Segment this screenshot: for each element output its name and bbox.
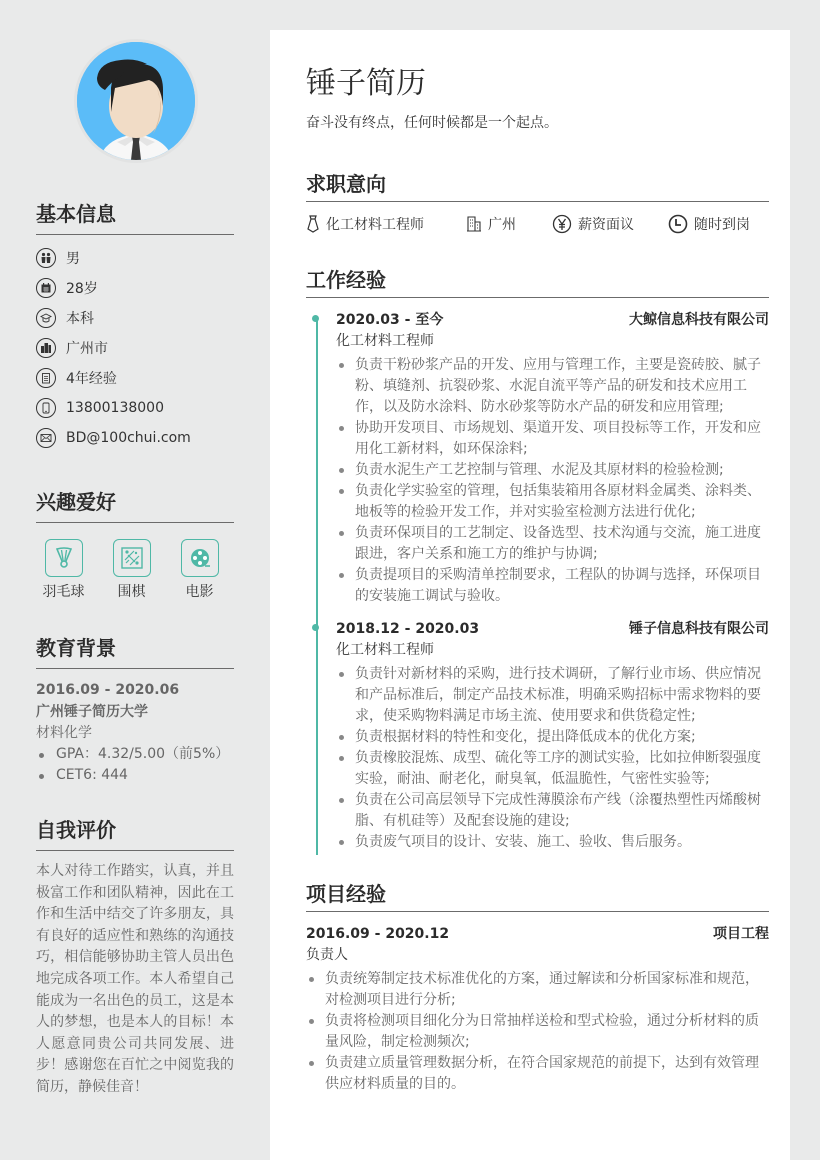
intent-salary-label: 薪资面议 — [578, 217, 634, 233]
intent-city-label: 广州 — [488, 217, 516, 233]
avatar-person-icon — [77, 42, 195, 160]
intent-position — [306, 214, 466, 234]
project-duty: 负责将检测项目细化分为日常抽样送检和型式检验，通过分析材料的质量风险，制定检测频次; — [306, 1011, 769, 1053]
job-duty: 负责环保项目的工艺制定、设备选型、技术沟通与交流，施工进度跟进，客户关系和施工方的维护与协调; — [336, 523, 769, 565]
job-duties — [336, 664, 769, 853]
graduation-cap-icon — [36, 308, 56, 328]
project-duty: 负责建立质量管理数据分析，在符合国家规范的前提下，达到有效管理供应材料质量的目的。 — [306, 1053, 769, 1095]
timeline-dot — [312, 315, 319, 322]
job-company: 大鲸信息科技有限公司 — [629, 312, 769, 328]
job-intent-title: 求职意向 — [306, 170, 769, 202]
self-evaluation-section — [36, 816, 234, 1099]
project-name: 项目工程 — [713, 926, 769, 942]
info-email — [36, 423, 234, 453]
motto: 奋斗没有终点，任何时候都是一个起点。 — [306, 115, 558, 131]
project-experience-section — [306, 880, 769, 1095]
job-entry — [336, 310, 769, 607]
badminton-icon — [45, 539, 83, 577]
project-experience-title: 项目经验 — [306, 880, 769, 912]
sidebar — [0, 0, 270, 1160]
film-reel-icon — [181, 539, 219, 577]
work-timeline — [306, 310, 769, 853]
work-experience-title: 工作经验 — [306, 266, 769, 298]
hobby-label: 羽毛球 — [42, 584, 85, 600]
info-experience — [36, 363, 234, 393]
education-title: 教育背景 — [36, 634, 234, 669]
info-degree-value: 本科 — [66, 311, 94, 327]
project-role: 负责人 — [306, 947, 348, 963]
info-age-value: 28岁 — [66, 281, 98, 297]
info-phone-value: 13800138000 — [66, 400, 164, 416]
intent-position-label: 化工材料工程师 — [326, 217, 424, 233]
intent-salary — [552, 214, 668, 234]
hobby-movie — [165, 539, 234, 601]
education-major: 材料化学 — [36, 725, 92, 741]
self-evaluation-title: 自我评价 — [36, 816, 234, 851]
hobbies-list — [36, 539, 234, 601]
tie-icon — [306, 215, 320, 233]
info-degree — [36, 303, 234, 333]
phone-icon — [36, 398, 56, 418]
education-date: 2016.09 - 2020.06 — [36, 682, 180, 698]
yen-icon — [552, 214, 572, 234]
job-duty: 负责干粉砂浆产品的开发、应用与管理工作，主要是瓷砖胶、腻子粉、填缝剂、抗裂砂浆、水泥自流平等产品的研发和技术应用工作，以及防水涂料、防水砂浆等防水产品的研发和应用管理; — [336, 355, 769, 418]
info-gender-value: 男 — [66, 251, 80, 267]
project-entry — [306, 924, 769, 1095]
job-duty: 负责水泥生产工艺控制与管理、水泥及其原材料的检验检测; — [336, 460, 769, 481]
timeline-dot — [312, 624, 319, 631]
self-evaluation-text: 本人对待工作踏实，认真，并且极富工作和团队精神，因此在工作和生活中结交了许多朋友，具有良好的适应性和熟练的沟通技巧，相信能够协助主管人员出色地完成各项工作。本人希望自己能成为一名出色的员工，这是本人的梦想，也是本人的目标！本人愿意同贵公司共同发展、进步！感谢您在百忙之中阅览我的简历，静候佳音！ — [36, 863, 234, 1095]
avatar — [74, 39, 198, 163]
job-date: 2018.12 - 2020.03 — [336, 621, 480, 637]
city-building-icon — [36, 338, 56, 358]
hobby-label: 电影 — [185, 584, 214, 600]
building-icon — [466, 216, 482, 232]
info-age — [36, 273, 234, 303]
intent-availability-label: 随时到岗 — [694, 217, 750, 233]
job-duty: 负责针对新材料的采购，进行技术调研，了解行业市场、供应情况和产品标准后，制定产品技术标准，明确采购招标中需求物料的要求，使采购物料满足市场主流、使用要求和供货稳定性; — [336, 664, 769, 727]
info-experience-value: 4年经验 — [66, 371, 117, 387]
intent-city — [466, 214, 552, 234]
job-duty: 负责化学实验室的管理，包括集装箱用各原材料金属类、涂料类、地板等的检验开发工作，并对实验室检测方法进行优化; — [336, 481, 769, 523]
clipboard-icon — [36, 368, 56, 388]
page-title: 锤子简历 — [306, 66, 426, 101]
job-duty: 负责废气项目的设计、安装、施工、验收、售后服务。 — [336, 832, 769, 853]
job-role: 化工材料工程师 — [336, 333, 434, 349]
job-company: 锤子信息科技有限公司 — [629, 621, 769, 637]
education-section — [36, 634, 234, 786]
job-duty: 协助开发项目、市场规划、渠道开发、项目投标等工作，开发和应用化工新材料，如环保涂料; — [336, 418, 769, 460]
timeline-line — [316, 317, 318, 855]
hobby-label: 围棋 — [117, 584, 146, 600]
education-cet6: CET6: 444 — [36, 765, 234, 786]
job-header — [336, 619, 769, 640]
education-details — [36, 744, 234, 786]
project-duties — [306, 969, 769, 1095]
job-date: 2020.03 - 至今 — [336, 312, 444, 328]
basic-info-list — [36, 243, 234, 453]
education-gpa: GPA：4.32/5.00（前5%） — [36, 744, 234, 765]
job-entry — [336, 619, 769, 853]
job-role: 化工材料工程师 — [336, 642, 434, 658]
job-header — [336, 310, 769, 331]
info-phone — [36, 393, 234, 423]
info-city-value: 广州市 — [66, 341, 108, 357]
job-duties — [336, 355, 769, 607]
hobbies-title: 兴趣爱好 — [36, 488, 234, 523]
basic-info-section — [36, 200, 234, 453]
job-intent-section — [306, 170, 769, 234]
calendar-icon — [36, 278, 56, 298]
gender-icon — [36, 248, 56, 268]
project-header — [306, 924, 769, 945]
info-city — [36, 333, 234, 363]
work-experience-section — [306, 266, 769, 853]
go-board-icon — [113, 539, 151, 577]
job-duty: 负责提项目的采购清单控制要求，工程队的协调与选择，环保项目的安装施工调试与验收。 — [336, 565, 769, 607]
hobby-go — [97, 539, 166, 601]
hobbies-section — [36, 488, 234, 601]
intent-availability — [668, 214, 750, 234]
project-date: 2016.09 - 2020.12 — [306, 926, 450, 942]
mail-icon — [36, 428, 56, 448]
job-duty: 负责橡胶混炼、成型、硫化等工序的测试实验，比如拉伸断裂强度实验，耐油、耐老化，耐臭氧，低温脆性，气密性实验等; — [336, 748, 769, 790]
job-duty: 负责根据材料的特性和变化，提出降低成本的优化方案; — [336, 727, 769, 748]
job-intent-row — [306, 214, 769, 234]
info-email-value: BD@100chui.com — [66, 430, 191, 446]
main-panel — [270, 30, 790, 1160]
basic-info-title: 基本信息 — [36, 200, 234, 235]
info-gender — [36, 243, 234, 273]
clock-icon — [668, 214, 688, 234]
project-duty: 负责统筹制定技术标准优化的方案，通过解读和分析国家标准和规范，对检测项目进行分析; — [306, 969, 769, 1011]
hobby-badminton — [29, 539, 98, 601]
job-duty: 负责在公司高层领导下完成性薄膜涂布产线（涂覆热塑性丙烯酸树脂、有机硅等）及配套设施的建设; — [336, 790, 769, 832]
education-school: 广州锤子简历大学 — [36, 704, 148, 720]
